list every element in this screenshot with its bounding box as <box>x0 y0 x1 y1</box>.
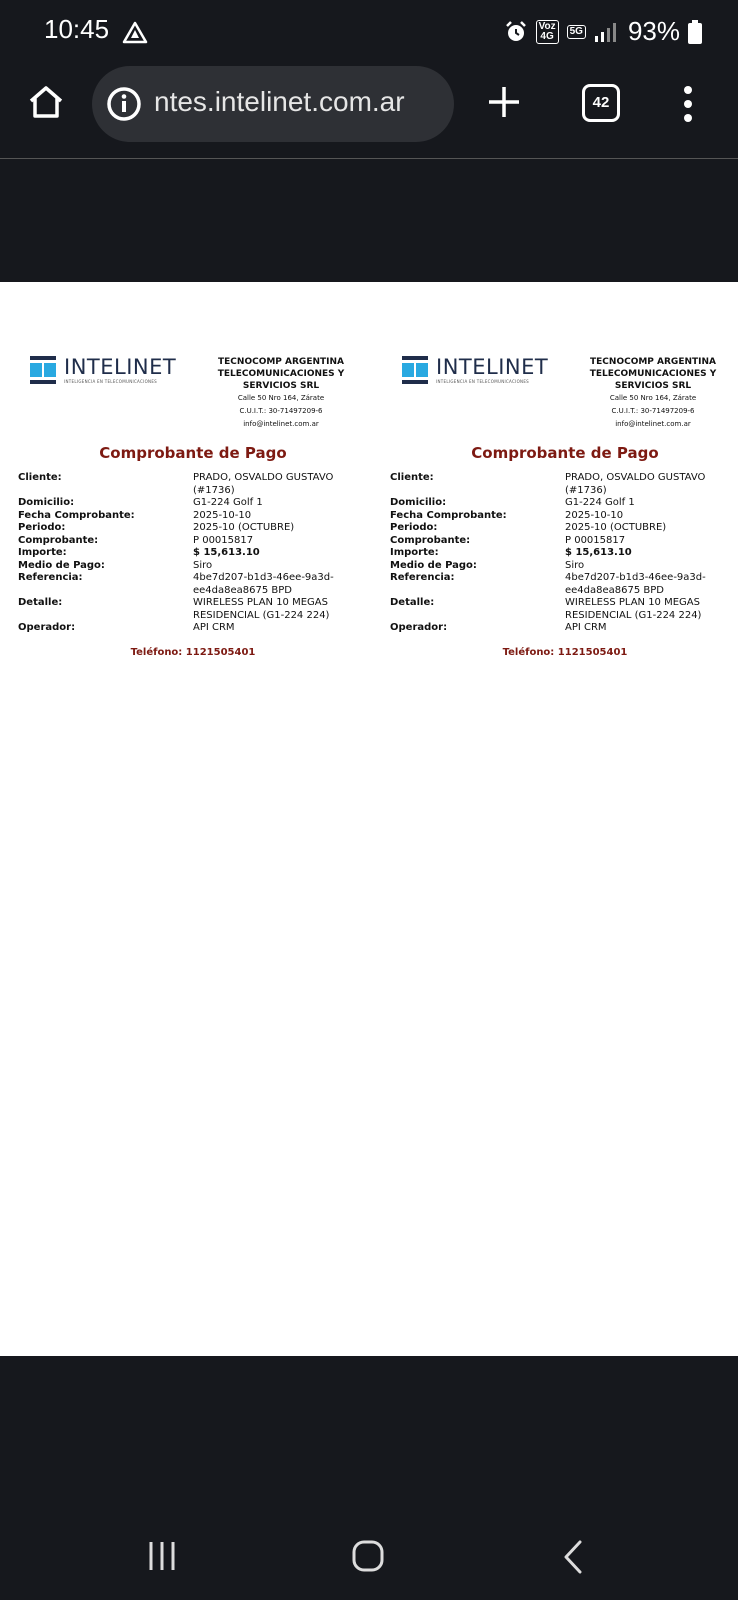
tab-switcher-button[interactable]: 42 <box>582 84 620 122</box>
company-info <box>206 356 356 431</box>
detail-label: Comprobante: <box>18 534 99 546</box>
web-page <box>0 282 738 1356</box>
detail-value: $ 15,613.10 <box>193 547 260 558</box>
company-info <box>578 356 728 431</box>
detail-row-detalle <box>18 597 368 622</box>
receipt-right <box>390 356 738 658</box>
receipt-left <box>18 356 368 658</box>
detail-label: Importe: <box>390 547 439 558</box>
detail-value: Siro <box>193 559 213 571</box>
detail-value: P 00015817 <box>193 534 254 546</box>
detail-label: Domicilio: <box>390 497 447 508</box>
detail-row-fecha <box>390 510 738 523</box>
company-cuit: C.U.I.T.: 30-71497209-6 <box>239 407 323 415</box>
detail-row-cliente <box>18 472 368 497</box>
alarm-icon <box>504 20 528 44</box>
detail-label: Operador: <box>18 622 76 633</box>
receipt-title: Comprobante de Pago <box>99 444 287 462</box>
detail-row-cliente <box>390 472 738 497</box>
logo-name: INTELINET <box>436 355 549 379</box>
detail-row-fecha <box>18 510 368 523</box>
logo-name: INTELINET <box>64 355 177 379</box>
detail-value: 2025-10 (OCTUBRE) <box>565 522 667 533</box>
detail-label: Medio de Pago: <box>18 559 105 571</box>
detail-value: 4be7d207-b1d3-46ee-9a3d-ee4da8ea8675 BPD <box>565 572 706 596</box>
detail-label: Referencia: <box>390 572 455 583</box>
company-email: info@intelinet.com.ar <box>615 420 691 428</box>
receipt-title: Comprobante de Pago <box>471 444 659 462</box>
company-email: info@intelinet.com.ar <box>243 420 319 428</box>
intelinet-logo <box>30 356 176 386</box>
detail-row-periodo <box>390 522 738 535</box>
browser-toolbar <box>0 64 738 158</box>
site-info-icon[interactable] <box>106 86 142 122</box>
company-cuit: C.U.I.T.: 30-71497209-6 <box>611 407 695 415</box>
battery-icon <box>688 20 702 44</box>
detail-value: WIRELESS PLAN 10 MEGAS RESIDENCIAL (G1-224 224) <box>565 597 702 621</box>
detail-label: Fecha Comprobante: <box>390 509 507 521</box>
status-time: 10:45 <box>44 14 110 44</box>
company-address: Calle 50 Nro 164, Zárate <box>609 394 697 402</box>
toolbar-divider <box>0 158 738 159</box>
detail-value: WIRELESS PLAN 10 MEGAS RESIDENCIAL (G1-224 224) <box>193 597 330 621</box>
detail-label: Cliente: <box>18 472 62 483</box>
logo-mark-icon <box>402 356 428 386</box>
detail-row-importe <box>390 547 738 560</box>
detail-row-operador <box>390 622 738 635</box>
detail-value: 2025-10-10 <box>193 509 252 521</box>
detail-label: Periodo: <box>390 522 438 533</box>
detail-row-medio-pago <box>18 560 368 573</box>
detail-row-referencia <box>390 572 738 597</box>
new-tab-icon[interactable] <box>484 82 524 122</box>
detail-value: 2025-10-10 <box>565 509 624 521</box>
intelinet-logo <box>402 356 548 386</box>
detail-value: API CRM <box>193 622 235 633</box>
company-name: TECNOCOMP ARGENTINA TELECOMUNICACIONES Y SERVICIOS SRL <box>589 357 717 391</box>
receipt-details <box>18 472 368 635</box>
receipt-details <box>390 472 738 635</box>
detail-value: P 00015817 <box>565 534 626 546</box>
detail-row-detalle <box>390 597 738 622</box>
detail-value: 4be7d207-b1d3-46ee-9a3d-ee4da8ea8675 BPD <box>193 572 334 596</box>
volte-badge: Voz 4G <box>536 20 559 44</box>
home-icon[interactable] <box>26 82 66 122</box>
detail-label: Comprobante: <box>390 534 471 546</box>
company-name: TECNOCOMP ARGENTINA TELECOMUNICACIONES Y SERVICIOS SRL <box>217 357 345 391</box>
address-bar[interactable] <box>92 66 454 142</box>
detail-value: Siro <box>565 559 585 571</box>
detail-label: Fecha Comprobante: <box>18 509 135 521</box>
detail-row-periodo <box>18 522 368 535</box>
detail-row-domicilio <box>390 497 738 510</box>
recent-apps-icon[interactable] <box>147 1540 177 1572</box>
detail-label: Referencia: <box>18 572 83 583</box>
detail-row-operador <box>18 622 368 635</box>
more-menu-icon[interactable] <box>678 84 698 124</box>
navigation-app-icon <box>122 20 148 46</box>
detail-label: Domicilio: <box>18 497 75 508</box>
detail-row-comprobante <box>18 535 368 548</box>
detail-label: Cliente: <box>390 472 434 483</box>
receipt-header <box>390 356 738 436</box>
detail-value: G1-224 Golf 1 <box>193 497 263 508</box>
detail-row-comprobante <box>390 535 738 548</box>
receipt-phone: Teléfono: 1121505401 <box>130 646 256 658</box>
receipt-header <box>18 356 368 436</box>
detail-row-importe <box>18 547 368 560</box>
detail-label: Importe: <box>18 547 67 558</box>
home-nav-icon[interactable] <box>352 1540 384 1572</box>
detail-row-medio-pago <box>390 560 738 573</box>
receipt-phone: Teléfono: 1121505401 <box>502 646 628 658</box>
detail-label: Detalle: <box>390 597 435 608</box>
system-nav-bar <box>0 1500 738 1600</box>
detail-value: G1-224 Golf 1 <box>565 497 635 508</box>
signal-icon <box>594 21 616 43</box>
status-bar <box>0 0 738 64</box>
detail-label: Periodo: <box>18 522 66 533</box>
detail-value: PRADO, OSVALDO GUSTAVO (#1736) <box>565 472 706 496</box>
detail-value: 2025-10 (OCTUBRE) <box>193 522 295 533</box>
detail-label: Operador: <box>390 622 448 633</box>
network-type-badge: 5G <box>567 25 586 39</box>
detail-row-referencia <box>18 572 368 597</box>
logo-tagline: INTELIGENCIA EN TELECOMUNICACIONES <box>64 379 157 384</box>
logo-mark-icon <box>30 356 56 386</box>
company-address: Calle 50 Nro 164, Zárate <box>237 394 325 402</box>
detail-label: Detalle: <box>18 597 63 608</box>
battery-percent: 93% <box>627 16 680 46</box>
detail-value: API CRM <box>565 622 607 633</box>
detail-value: $ 15,613.10 <box>565 547 632 558</box>
detail-label: Medio de Pago: <box>390 559 477 571</box>
url-text[interactable]: ntes.intelinet.com.ar <box>154 86 405 117</box>
back-icon[interactable] <box>562 1540 584 1574</box>
detail-value: PRADO, OSVALDO GUSTAVO (#1736) <box>193 472 334 496</box>
detail-row-domicilio <box>18 497 368 510</box>
logo-tagline: INTELIGENCIA EN TELECOMUNICACIONES <box>436 379 529 384</box>
